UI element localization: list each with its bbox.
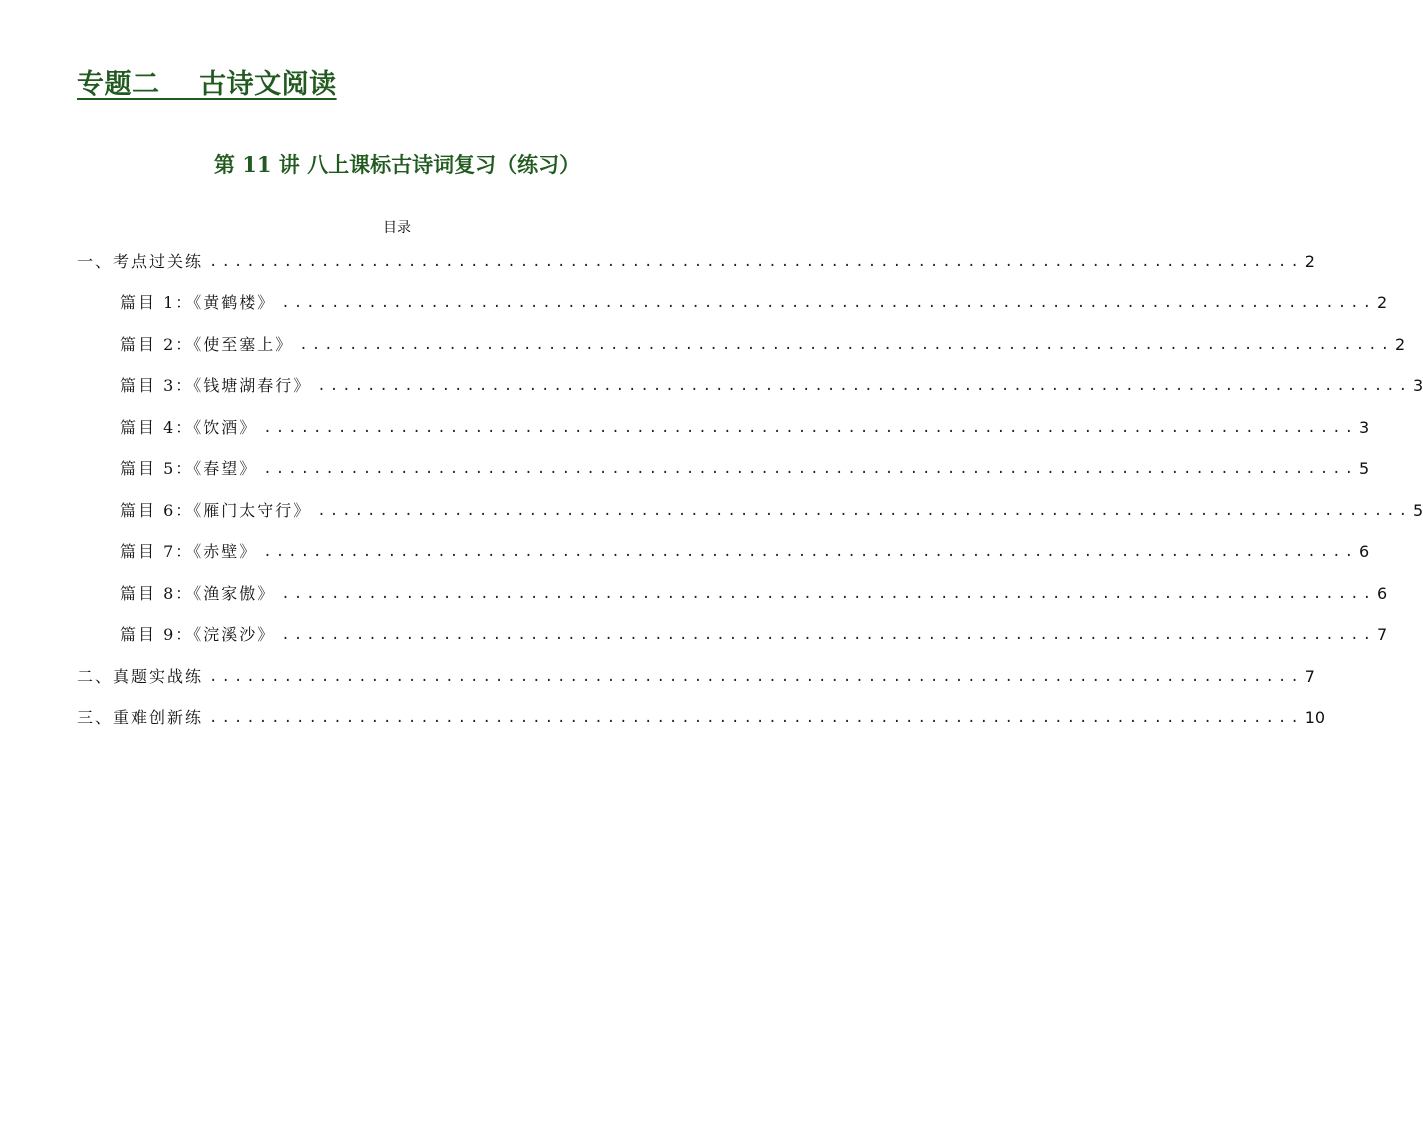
toc-leader-dots: ........................................................................................	[281, 627, 1376, 643]
toc-leader-dots: ........................................................................................	[263, 544, 1358, 560]
toc-entry-label: 二、真题实战练	[77, 667, 204, 686]
toc-entry-label: 篇目 3：《钱塘湖春行》	[120, 376, 312, 395]
toc-entry-label: 篇目 1：《黄鹤楼》	[120, 293, 276, 312]
toc-entry-page: 5	[1413, 501, 1423, 520]
toc-entry[interactable]	[120, 497, 1423, 521]
toc-leader-dots: ........................................................................................	[209, 710, 1303, 726]
toc-entry-label: 篇目 5：《春望》	[120, 459, 258, 478]
toc-entry-page: 5	[1359, 459, 1370, 478]
toc-entry-label: 篇目 7：《赤壁》	[120, 542, 258, 561]
lecture-title: 第 11 讲 八上课标古诗词复习（练习）	[213, 152, 581, 177]
toc-entry-page: 2	[1304, 252, 1315, 271]
toc-entry-label: 一、考点过关练	[77, 252, 204, 271]
toc-leader-dots: ........................................................................................	[263, 420, 1358, 436]
toc-entry-label: 篇目 8：《渔家傲》	[120, 584, 276, 603]
toc-entry-page: 3	[1413, 376, 1423, 395]
toc-heading: 目录	[383, 220, 411, 236]
toc-leader-dots: ........................................................................................	[317, 378, 1412, 394]
toc-entry[interactable]	[77, 663, 1315, 687]
toc-entry-page: 2	[1377, 293, 1388, 312]
toc-leader-dots: ........................................................................................	[317, 503, 1412, 519]
section-title: 专题二 古诗文阅读	[77, 69, 337, 100]
toc-entry-label: 三、重难创新练	[77, 708, 204, 727]
toc-entry-page: 6	[1377, 584, 1388, 603]
toc-entry-label: 篇目 6：《雁门太守行》	[120, 501, 312, 520]
toc-entry-page: 6	[1359, 542, 1370, 561]
toc-leader-dots: ........................................................................................	[299, 337, 1394, 353]
toc-entry[interactable]	[120, 372, 1423, 396]
toc-entry-label: 篇目 2：《使至塞上》	[120, 335, 294, 354]
toc-entry[interactable]	[77, 248, 1315, 272]
toc-entry[interactable]	[120, 621, 1388, 645]
toc-entry[interactable]	[120, 580, 1388, 604]
toc-leader-dots: ........................................................................................	[209, 669, 1303, 685]
toc-entry[interactable]	[120, 455, 1370, 479]
toc-entry-page: 7	[1377, 625, 1388, 644]
toc-leader-dots: ........................................................................................	[281, 295, 1376, 311]
toc-entry-page: 2	[1395, 335, 1406, 354]
toc-entry-page: 7	[1304, 667, 1315, 686]
toc-entry-label: 篇目 9：《浣溪沙》	[120, 625, 276, 644]
toc-leader-dots: ........................................................................................	[263, 461, 1358, 477]
toc-entry-page: 10	[1304, 708, 1326, 727]
toc-entry-page: 3	[1359, 418, 1370, 437]
toc-entry[interactable]	[120, 331, 1406, 355]
toc-entry[interactable]	[120, 289, 1388, 313]
toc-leader-dots: ........................................................................................	[209, 254, 1303, 270]
toc-entry[interactable]	[77, 704, 1326, 728]
toc-entry[interactable]	[120, 414, 1370, 438]
toc-leader-dots: ........................................................................................	[281, 586, 1376, 602]
toc-entry-label: 篇目 4：《饮酒》	[120, 418, 258, 437]
toc-entry[interactable]	[120, 538, 1370, 562]
